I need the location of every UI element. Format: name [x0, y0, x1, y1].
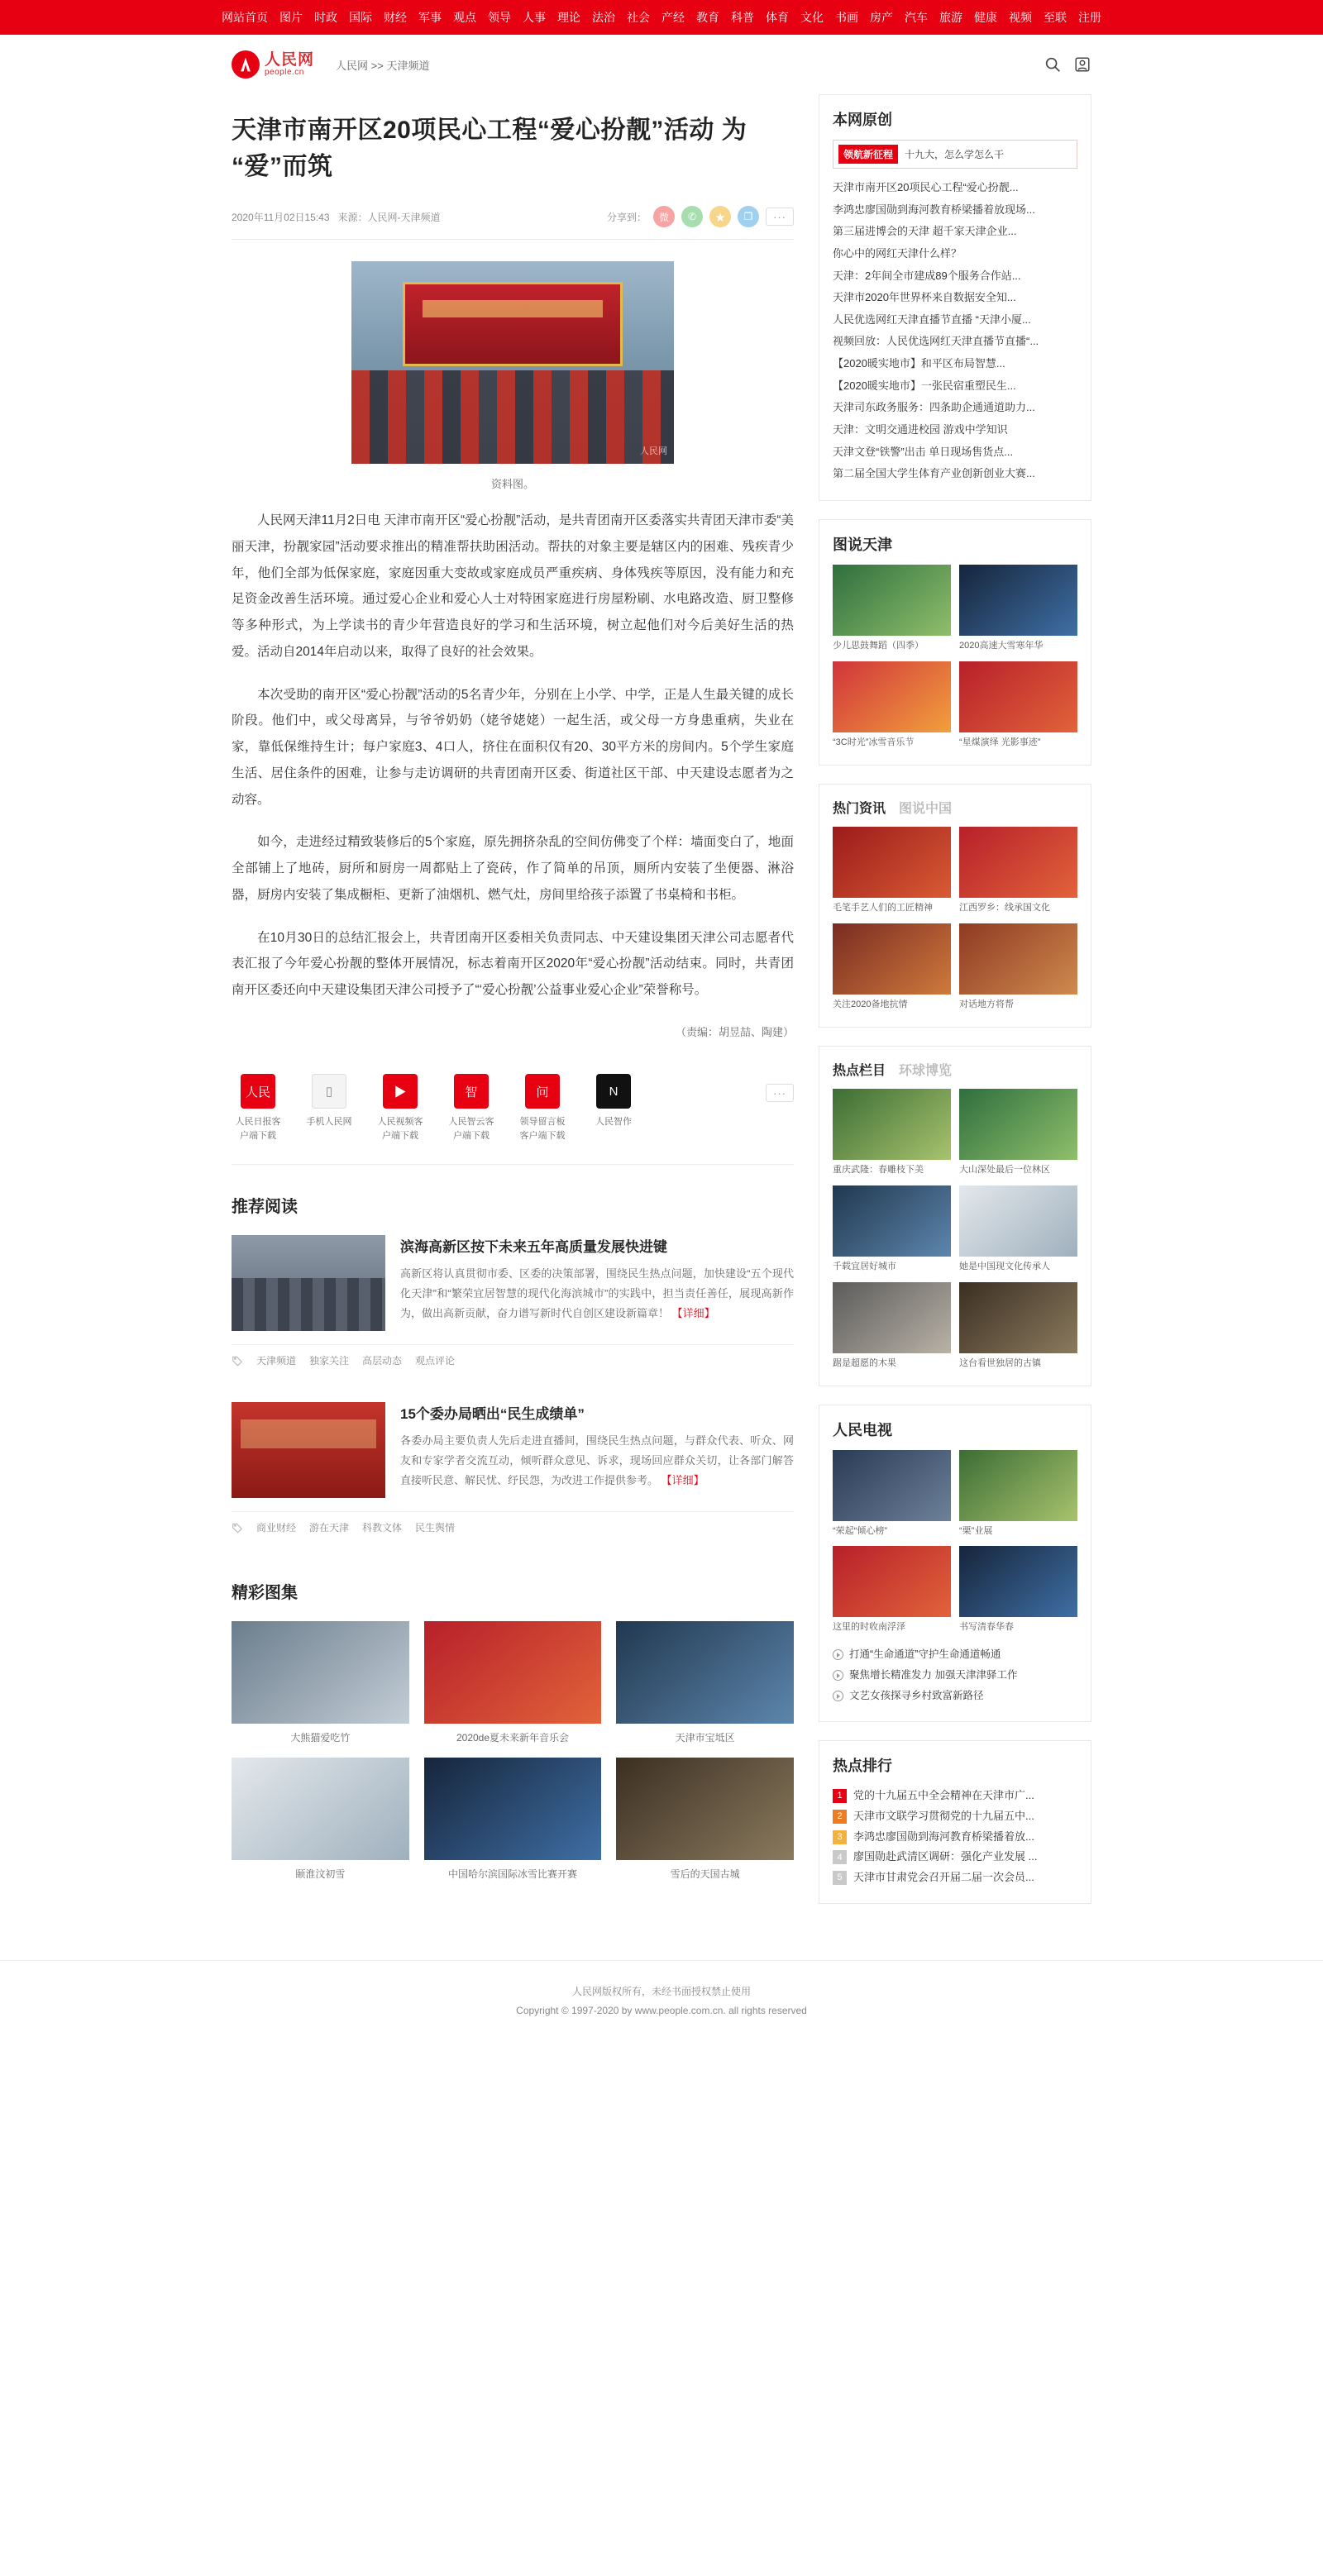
tianjin-item-3[interactable]: [959, 661, 1077, 750]
original-link-text: 天津市南开区20项民心工程“爱心扮靓...: [833, 181, 1019, 193]
article-paragraph-3: 在10月30日的总结汇报会上，共青团南开区委相关负责同志、中天建设集团天津公司志愿者代表汇报了今年爱心扮靓的整体开展情况，标志着南开区2020年“爱心扮靓”活动结束。同时，共青团南开区委还向中天建设集团天津公司授予了“‘爱心扮靓’公益事业爱心企业”荣誉称号。: [232, 930, 795, 998]
ranking-list: [833, 1786, 1077, 1887]
zhiyun-icon: 智: [454, 1074, 489, 1109]
recommend-tag[interactable]: 天津频道: [256, 1355, 297, 1367]
people-daily-icon: 人民: [241, 1074, 275, 1109]
hot-news-tabs: [833, 798, 1077, 817]
recommend-tag[interactable]: 游在天津: [309, 1522, 350, 1534]
tianjin-caption: “星煤演绎 光影事迹”: [959, 737, 1041, 747]
user-icon[interactable]: [1073, 55, 1091, 74]
top-nav-item-22[interactable]: 视频: [1009, 11, 1032, 24]
recommend-heading: 推荐阅读: [232, 1198, 298, 1217]
panel-tv-heading: 人民电视: [833, 1421, 892, 1438]
top-nav-item-19[interactable]: 汽车: [905, 11, 928, 24]
breadcrumb-home[interactable]: 人民网: [336, 59, 369, 72]
hot-columns-grid: [833, 1089, 1077, 1371]
original-link-text: 李鸿忠廖国勋到海河教育桥梁播着放现场...: [833, 203, 1035, 216]
mobile-people-icon: ▯: [312, 1074, 346, 1109]
hot-news-item-2[interactable]: [833, 923, 951, 1012]
recommend-tag[interactable]: 民生舆情: [415, 1522, 456, 1534]
recommend-item-1: [232, 1384, 794, 1551]
original-link-text: 你心中的网红天津什么样？: [833, 246, 962, 260]
ranking-number: 3: [833, 1830, 847, 1844]
tianjin-photo: [959, 565, 1077, 636]
hot-columns-tabs: [833, 1060, 1077, 1079]
tianjin-caption: 少儿思鼓舞蹈（四季）: [833, 640, 924, 651]
article-paragraph-2: 如今，走进经过精致装修后的5个家庭，原先拥挤杂乱的空间仿佛变了个样：墙面变白了，地面全部铺上了地砖，厨所和厨房一周都贴上了瓷砖，作了简单的吊顶，厕所内安装了坐便器、淋浴器，厨房内安装了集成橱柜、更新了油烟机、燃气灶，房间里给孩子添置了书桌椅和书柜。: [232, 835, 794, 902]
hot-columns-photo: [833, 1282, 951, 1353]
top-nav-item-5[interactable]: 军事: [418, 11, 442, 24]
tv-photo: [833, 1546, 951, 1617]
star-icon[interactable]: ★: [709, 206, 731, 227]
logo-cn-text: 人民网: [265, 50, 315, 69]
article-paragraph-1: 本次受助的南开区“爱心扮靓”活动的5名青少年，分别在上小学、中学，正是人生最关键的成长阶段。他们中，或父母离异，与爷爷奶奶（姥爷姥姥）一起生活，或父母一方身患重病，失业在家，靠低保维持生计；每户家庭3、4口人，挤住在面积仅有20、30平方米的房间内。5个学生家庭生活、居住条件的困难，让参与走访调研的共青团南开区委、街道社区干部、中天建设志愿者为之动容。: [232, 687, 794, 807]
tv-photo: [959, 1546, 1077, 1617]
recommend-tags: [232, 1345, 794, 1384]
hot-columns-photo: [959, 1185, 1077, 1257]
top-nav-item-2[interactable]: 时政: [314, 11, 337, 24]
app-mobile-people-icon[interactable]: [303, 1074, 356, 1129]
tv-caption: 书写清春华春: [959, 1622, 1014, 1633]
gallery-photo: [616, 1758, 794, 1860]
original-link-9[interactable]: [833, 375, 1077, 398]
gallery-heading: 精彩图集: [232, 1584, 298, 1603]
app-creation-icon[interactable]: [587, 1074, 640, 1129]
site-header: [232, 35, 1091, 94]
hot-columns-photo: [959, 1089, 1077, 1160]
app-label: 手机人民网: [306, 1117, 352, 1128]
creation-icon: N: [596, 1074, 631, 1109]
top-nav-item-10[interactable]: 法治: [592, 11, 615, 24]
hot-news-item-1[interactable]: [959, 827, 1077, 915]
tv-link-list: [833, 1644, 1077, 1706]
tv-link-text: 打通“生命通道”守护生命通道畅通: [849, 1648, 1001, 1661]
app-leaders-message-icon[interactable]: [516, 1074, 569, 1143]
recommend-tag[interactable]: 观点评论: [415, 1355, 456, 1367]
hot-news-item-0[interactable]: [833, 827, 951, 915]
top-nav-item-17[interactable]: 书画: [835, 11, 858, 24]
tv-item-2[interactable]: [833, 1546, 951, 1634]
leaders-message-icon: 问: [525, 1074, 560, 1109]
top-nav-links: [222, 9, 1101, 26]
article-date: 2020年11月02日15:43: [232, 211, 330, 223]
original-link-text: 第三届进博会的天津 超千家天津企业...: [833, 225, 1017, 238]
more-share-button[interactable]: ···: [766, 208, 794, 226]
ranking-item-0[interactable]: [833, 1786, 1077, 1806]
ranking-number: 1: [833, 1789, 847, 1803]
top-nav-item-7[interactable]: 领导: [488, 11, 511, 24]
hot-news-tab-0[interactable]: 热门资讯: [833, 801, 886, 816]
app-zhiyun-icon[interactable]: [445, 1074, 498, 1143]
top-nav-item-8[interactable]: 人事: [523, 11, 546, 24]
recommend-list: [232, 1217, 794, 1551]
original-link-text: 天津市2020年世界杯来自数据安全知...: [833, 291, 1016, 304]
gallery-photo: [424, 1758, 602, 1860]
top-nav-item-4[interactable]: 财经: [384, 11, 407, 24]
gallery-caption: 大熊猫爱吃竹: [290, 1732, 351, 1744]
top-nav-item-21[interactable]: 健康: [974, 11, 997, 24]
tianjin-caption: 2020高速大雪寒年华: [959, 640, 1044, 651]
tv-link-text: 聚焦增长精准发力 加强天津津驿工作: [849, 1669, 1018, 1682]
original-link-text: 天津司东政务服务：四条助企通通道助力...: [833, 401, 1035, 414]
gallery-item-2[interactable]: [616, 1621, 794, 1744]
panel-tianjin-photos: [819, 519, 1091, 766]
tv-photo: [833, 1450, 951, 1521]
original-link-0[interactable]: [833, 177, 1077, 199]
hot-columns-item-5[interactable]: [959, 1282, 1077, 1371]
banner-tag: 领航新征程: [838, 145, 898, 164]
top-nav-item-1[interactable]: 图片: [279, 11, 303, 24]
hot-columns-photo: [833, 1089, 951, 1160]
ranking-item-2[interactable]: [833, 1827, 1077, 1848]
recommend-title[interactable]: 15个委办局晒出“民生成绩单”: [400, 1406, 585, 1423]
original-link-10[interactable]: [833, 397, 1077, 419]
app-label: 人民智作: [595, 1117, 632, 1128]
panel-tianjin-heading: 图说天津: [833, 536, 892, 553]
hot-news-grid: [833, 827, 1077, 1012]
tv-item-3[interactable]: [959, 1546, 1077, 1634]
recommend-tag[interactable]: 科教文体: [362, 1522, 403, 1534]
ranking-item-1[interactable]: [833, 1806, 1077, 1827]
panel-hot-news: [819, 784, 1091, 1028]
panel-original-heading: 本网原创: [833, 112, 892, 128]
top-nav-item-0[interactable]: 网站首页: [222, 11, 268, 24]
original-link-7[interactable]: [833, 331, 1077, 353]
logo-en-text: people.cn: [265, 67, 304, 77]
original-link-4[interactable]: [833, 265, 1077, 288]
top-nav-item-11[interactable]: 社会: [627, 11, 650, 24]
tv-item-0[interactable]: [833, 1450, 951, 1538]
app-label: 领导留言板客户端下载: [519, 1117, 566, 1141]
hot-columns-caption: 大山深处最后一位林区: [959, 1164, 1050, 1175]
recommend-tag[interactable]: 商业财经: [256, 1522, 297, 1534]
footer-line-2: Copyright © 1997-2020 by www.people.com.cn. all rights reserved: [516, 2004, 807, 2016]
hot-news-caption: 关注2020备地抗情: [833, 999, 908, 1009]
hot-columns-caption: 千载宜居好城市: [833, 1261, 896, 1271]
page-title: 天津市南开区20项民心工程“爱心扮靓”活动 为“爱”而筑: [232, 117, 747, 180]
original-link-text: 【2020暖实地市】和平区布局智慧...: [833, 357, 1005, 370]
ranking-item-4[interactable]: [833, 1868, 1077, 1888]
app-people-daily-icon[interactable]: [232, 1074, 284, 1143]
ranking-text: 廖国勋赴武清区调研：强化产业发展 ...: [853, 1850, 1038, 1863]
tianjin-photo: [833, 661, 951, 732]
play-icon: [833, 1670, 843, 1681]
app-video-icon[interactable]: [374, 1074, 427, 1143]
tianjin-photo: [959, 661, 1077, 732]
original-link-text: 天津：2年间全市建成89个服务合作站...: [833, 269, 1021, 282]
app-label: 人民日报客户端下载: [235, 1117, 281, 1141]
copy-icon[interactable]: ❐: [738, 206, 759, 227]
hot-columns-caption: 踞是超愿的木果: [833, 1357, 896, 1368]
original-link-list: [833, 177, 1077, 485]
footer-line-1: 人民网版权所有，未经书面授权禁止使用: [571, 1985, 751, 1997]
search-icon[interactable]: [1044, 55, 1062, 74]
gallery-item-1[interactable]: [424, 1621, 602, 1744]
ranking-text: 天津市文联学习贯彻党的十九届五中...: [853, 1810, 1034, 1823]
top-nav-item-23[interactable]: 至联: [1044, 11, 1067, 24]
recommend-item-0: [232, 1217, 794, 1384]
hot-columns-photo: [959, 1282, 1077, 1353]
top-nav-item-13[interactable]: 教育: [696, 11, 719, 24]
figure-caption: 资料图。: [490, 478, 534, 490]
top-nav-item-20[interactable]: 旅游: [939, 11, 962, 24]
video-icon: ▶: [383, 1074, 418, 1109]
tianjin-item-1[interactable]: [959, 565, 1077, 653]
app-label: 人民智云客户端下载: [448, 1117, 494, 1141]
article-byline: （责编：胡昱喆、陶建）: [675, 1026, 794, 1039]
original-link-3[interactable]: [833, 243, 1077, 265]
ranking-text: 李鸿忠廖国勋到海河教育桥梁播着放...: [853, 1829, 1034, 1843]
banner-text: 十九大，怎么学怎么干: [905, 149, 1005, 160]
play-icon: [833, 1691, 843, 1701]
weibo-icon[interactable]: 微: [653, 206, 675, 227]
recommend-tag[interactable]: 独家关注: [309, 1355, 350, 1367]
site-footer: [0, 1960, 1323, 2049]
article-source: 来源：人民网-天津频道: [337, 211, 441, 223]
hot-news-tab-1[interactable]: 图说中国: [899, 801, 953, 816]
article-main-column: [232, 94, 794, 1881]
hot-columns-caption: 这台看世独居的古镇: [959, 1357, 1041, 1368]
tv-grid: [833, 1450, 1077, 1635]
hot-columns-item-2[interactable]: [833, 1185, 951, 1274]
ranking-number: 4: [833, 1850, 847, 1864]
breadcrumb: [336, 57, 429, 73]
recommend-summary: 高新区将认真贯彻市委、区委的决策部署，围绕民生热点问题，加快建设“五个现代化天津”和“繁荣宜居智慧的现代化海滨城市”的实践中，担当责任善任，展现高新作为，做出高新贡献，奋力谱写新时代自创区建设新篇章！ 【详细】: [400, 1267, 794, 1320]
ranking-item-3[interactable]: [833, 1847, 1077, 1868]
original-link-8[interactable]: [833, 353, 1077, 375]
top-nav-item-18[interactable]: 房产: [870, 11, 893, 24]
tv-link-text: 文艺女孩探寻乡村致富新路径: [849, 1690, 984, 1702]
tianjin-caption: “3C时光”冰雪音乐节: [833, 737, 915, 747]
hot-news-caption: 江西罗乡：线承国文化: [959, 902, 1050, 913]
tv-link-1[interactable]: [833, 1665, 1077, 1686]
tianjin-photo: [833, 565, 951, 636]
hot-news-photo: [959, 923, 1077, 995]
article-body: [232, 508, 794, 1004]
original-link-12[interactable]: [833, 441, 1077, 464]
top-nav-item-12[interactable]: 产经: [662, 11, 685, 24]
recommend-summary: 各委办局主要负责人先后走进直播间，围绕民生热点问题，与群众代表、听众、网友和专家学者交流互动，倾听群众意见、诉求，现场回应群众关切，让各部门解答直接听民意、解民忧、纾民怨，为改进工作提供参考。 【详细】: [400, 1434, 794, 1487]
tianjin-item-2[interactable]: [833, 661, 951, 750]
top-nav-item-6[interactable]: 观点: [453, 11, 476, 24]
recommend-thumbnail[interactable]: [232, 1235, 385, 1331]
gallery-grid: [232, 1621, 794, 1881]
top-nav-item-3[interactable]: 国际: [349, 11, 372, 24]
hot-columns-tab-1[interactable]: 环球博览: [899, 1063, 953, 1078]
gallery-photo: [616, 1621, 794, 1724]
original-link-text: 第二届全国大学生体育产业创新创业大赛...: [833, 467, 1035, 480]
original-link-text: 人民优选网红天津直播节直播 “天津小厦...: [833, 312, 1031, 326]
original-link-text: 【2020暖实地市】一张民宿重塑民生...: [833, 379, 1016, 392]
app-label: 人民视频客户端下载: [377, 1117, 423, 1141]
ranking-number: 2: [833, 1810, 847, 1824]
article-photo: [351, 261, 674, 464]
share-bar: [607, 206, 794, 227]
tianjin-photo-grid: [833, 565, 1077, 750]
ranking-number: 5: [833, 1871, 847, 1885]
recommend-tag[interactable]: 高层动态: [362, 1355, 403, 1367]
gallery-caption: 天津市宝坻区: [675, 1732, 735, 1744]
tv-photo: [959, 1450, 1077, 1521]
tv-caption: 这里的时收南浮泽: [833, 1622, 905, 1633]
article-meta: [232, 206, 794, 240]
breadcrumb-separator: >>: [370, 59, 384, 72]
tag-icon: [232, 1522, 243, 1534]
top-nav-item-9[interactable]: 理论: [557, 11, 580, 24]
gallery-item-0[interactable]: [232, 1621, 409, 1744]
panel-ranking: [819, 1740, 1091, 1903]
recommend-title[interactable]: 滨海高新区按下未来五年高质量发展快进键: [400, 1239, 667, 1256]
breadcrumb-current[interactable]: 天津频道: [386, 59, 430, 72]
people-logo-icon: [232, 50, 260, 79]
ranking-text: 党的十九届五中全会精神在天津市广...: [853, 1789, 1034, 1802]
original-link-5[interactable]: [833, 287, 1077, 309]
play-icon: [833, 1649, 843, 1660]
hot-news-caption: 毛笔手艺人们的工匠精神: [833, 902, 933, 913]
article-paragraph-0: 人民网天津11月2日电 天津市南开区“爱心扮靓”活动，是共青团南开区委落实共青团天津市委“美丽天津，扮靓家园”活动要求推出的精准帮扶助困活动。帮扶的对象主要是辖区内的困难、残疾青少年，他们全部为低保家庭，家庭因重大变故或家庭成员严重疾病、身体残疾等原因，没有能力和充足资金改善生活环境。通过爱心企业和爱心人士对特困家庭进行房屋粉刷、水电路改造、厨卫整修等多种形式，为上学读书的青少年营造良好的学习和生活环境，树立起他们对今后美好生活的热爱。活动自2014年启动以来，取得了良好的社会效果。: [232, 513, 795, 659]
hot-columns-item-4[interactable]: [833, 1282, 951, 1371]
top-nav-item-24[interactable]: 注册: [1078, 11, 1101, 24]
apps-more-button[interactable]: ···: [766, 1084, 794, 1102]
gallery-photo: [424, 1621, 602, 1724]
gallery-caption: 颐淮汶初雪: [295, 1868, 346, 1881]
gallery-item-3[interactable]: [232, 1758, 409, 1881]
original-link-1[interactable]: [833, 199, 1077, 222]
tv-item-1[interactable]: [959, 1450, 1077, 1538]
photo-watermark: 人民网: [640, 446, 667, 456]
article-figure: [351, 261, 674, 491]
tianjin-item-0[interactable]: [833, 565, 951, 653]
hot-news-photo: [833, 923, 951, 995]
original-link-13[interactable]: [833, 463, 1077, 485]
original-banner[interactable]: [833, 140, 1077, 169]
panel-ranking-heading: 热点排行: [833, 1758, 892, 1775]
original-link-2[interactable]: [833, 221, 1077, 243]
gallery-caption: 2020de夏未来新年音乐会: [456, 1732, 570, 1744]
original-link-6[interactable]: [833, 309, 1077, 332]
panel-hot-columns: [819, 1046, 1091, 1386]
gallery-item-5[interactable]: [616, 1758, 794, 1881]
gallery-caption: 雪后的天国古城: [670, 1868, 740, 1881]
top-nav-item-15[interactable]: 体育: [766, 11, 789, 24]
top-nav-item-16[interactable]: 文化: [800, 11, 824, 24]
hot-columns-caption: 重庆武隆：春雕枝下美: [833, 1164, 924, 1175]
hot-columns-item-1[interactable]: [959, 1089, 1077, 1177]
app-download-row: [232, 1074, 794, 1165]
recommend-tags: [232, 1512, 794, 1551]
top-nav-item-14[interactable]: 科普: [731, 11, 754, 24]
tv-link-2[interactable]: [833, 1686, 1077, 1706]
wechat-icon[interactable]: ✆: [681, 206, 703, 227]
site-logo[interactable]: [232, 50, 314, 79]
gallery-photo: [232, 1621, 409, 1724]
tv-caption: “荣起“倾心榜”: [833, 1525, 887, 1536]
recommend-detail-link[interactable]: 【详细】: [671, 1307, 715, 1320]
tv-link-0[interactable]: [833, 1644, 1077, 1665]
original-link-text: 天津：文明交通进校园 游戏中学知识: [833, 423, 1008, 436]
top-navigation-bar: [0, 0, 1323, 35]
hot-columns-tab-0[interactable]: 热点栏目: [833, 1063, 886, 1078]
recommend-detail-link[interactable]: 【详细】: [661, 1474, 704, 1487]
sidebar: [819, 94, 1091, 1922]
original-link-text: 天津文登“铁警”出击 单日现场售货点...: [833, 445, 1014, 458]
gallery-item-4[interactable]: [424, 1758, 602, 1881]
hot-columns-caption: 她是中国现文化传承人: [959, 1261, 1050, 1271]
hot-news-photo: [833, 827, 951, 898]
hot-news-caption: 对话地方将帮: [959, 999, 1014, 1009]
recommend-thumbnail[interactable]: [232, 1402, 385, 1498]
hot-news-photo: [959, 827, 1077, 898]
ranking-text: 天津市甘肃党会召开届二届一次会员...: [853, 1871, 1034, 1884]
original-link-11[interactable]: [833, 419, 1077, 441]
panel-tv: [819, 1405, 1091, 1723]
gallery-caption: 中国哈尔滨国际冰雪比赛开赛: [447, 1868, 577, 1881]
tv-caption: “栗”业展: [959, 1525, 993, 1536]
gallery-photo: [232, 1758, 409, 1860]
original-link-text: 视频回放：人民优选网红天津直播节直播“...: [833, 335, 1039, 348]
tag-icon: [232, 1355, 243, 1367]
hot-news-item-3[interactable]: [959, 923, 1077, 1012]
hot-columns-photo: [833, 1185, 951, 1257]
panel-original: [819, 94, 1091, 501]
hot-columns-item-0[interactable]: [833, 1089, 951, 1177]
share-label: 分享到：: [606, 211, 647, 223]
hot-columns-item-3[interactable]: [959, 1185, 1077, 1274]
